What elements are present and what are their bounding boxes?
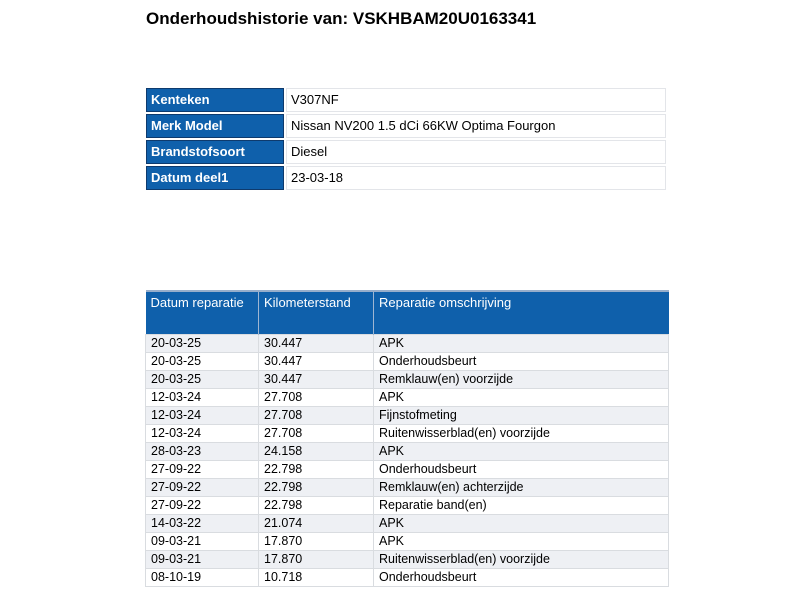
odometer-cell: 22.798 [259,496,374,514]
table-row [146,406,669,424]
info-value-merk-model: Nissan NV200 1.5 dCi 66KW Optima Fourgon [286,114,666,138]
odometer-cell: 21.074 [259,514,374,532]
odometer-cell: 22.798 [259,460,374,478]
table-row [146,88,666,112]
table-row [146,114,666,138]
repair-date-cell: 20-03-25 [146,370,259,388]
odometer-cell: 30.447 [259,352,374,370]
table-row [146,140,666,164]
repair-date-cell: 14-03-22 [146,514,259,532]
odometer-cell: 17.870 [259,532,374,550]
maintenance-history-table [145,290,669,587]
table-row [146,352,669,370]
odometer-cell: 22.798 [259,478,374,496]
info-label-merk-model: Merk Model [146,114,284,138]
table-row [146,370,669,388]
table-row [146,478,669,496]
repair-date-cell: 12-03-24 [146,406,259,424]
repair-date-cell: 08-10-19 [146,568,259,586]
page-title: Onderhoudshistorie van: VSKHBAM20U0163341 [146,9,537,28]
table-row [146,532,669,550]
repair-date-cell: 27-09-22 [146,478,259,496]
info-label-kenteken: Kenteken [146,88,284,112]
repair-description-cell: Remklauw(en) voorzijde [374,370,669,388]
column-header-datum-reparatie: Datum reparatie [146,291,259,334]
repair-description-cell: Onderhoudsbeurt [374,352,669,370]
column-header-reparatie-omschrijving: Reparatie omschrijving [374,291,669,334]
repair-description-cell: Remklauw(en) achterzijde [374,478,669,496]
table-row [146,514,669,532]
odometer-cell: 27.708 [259,388,374,406]
info-label-brandstofsoort: Brandstofsoort [146,140,284,164]
table-header-row [146,291,669,334]
repair-date-cell: 09-03-21 [146,532,259,550]
odometer-cell: 27.708 [259,406,374,424]
repair-date-cell: 12-03-24 [146,388,259,406]
column-header-kilometerstand: Kilometerstand [259,291,374,334]
repair-date-cell: 12-03-24 [146,424,259,442]
repair-description-cell: Onderhoudsbeurt [374,568,669,586]
table-row [146,166,666,190]
table-row [146,460,669,478]
info-value-kenteken: V307NF [286,88,666,112]
repair-description-cell: APK [374,442,669,460]
info-value-datum-deel1: 23-03-18 [286,166,666,190]
table-row [146,442,669,460]
info-label-datum-deel1: Datum deel1 [146,166,284,190]
repair-description-cell: Onderhoudsbeurt [374,460,669,478]
repair-description-cell: Ruitenwisserblad(en) voorzijde [374,424,669,442]
repair-description-cell: Fijnstofmeting [374,406,669,424]
odometer-cell: 24.158 [259,442,374,460]
table-row [146,568,669,586]
table-row [146,388,669,406]
repair-date-cell: 09-03-21 [146,550,259,568]
repair-description-cell: APK [374,388,669,406]
repair-description-cell: APK [374,514,669,532]
repair-date-cell: 20-03-25 [146,352,259,370]
table-row [146,550,669,568]
odometer-cell: 30.447 [259,370,374,388]
repair-date-cell: 27-09-22 [146,460,259,478]
repair-date-cell: 20-03-25 [146,334,259,352]
repair-description-cell: Reparatie band(en) [374,496,669,514]
odometer-cell: 27.708 [259,424,374,442]
repair-date-cell: 28-03-23 [146,442,259,460]
odometer-cell: 17.870 [259,550,374,568]
table-row [146,496,669,514]
info-value-brandstofsoort: Diesel [286,140,666,164]
odometer-cell: 10.718 [259,568,374,586]
repair-description-cell: APK [374,334,669,352]
vehicle-info-table [144,86,668,192]
table-row [146,334,669,352]
repair-description-cell: Ruitenwisserblad(en) voorzijde [374,550,669,568]
repair-description-cell: APK [374,532,669,550]
table-row [146,424,669,442]
odometer-cell: 30.447 [259,334,374,352]
repair-date-cell: 27-09-22 [146,496,259,514]
